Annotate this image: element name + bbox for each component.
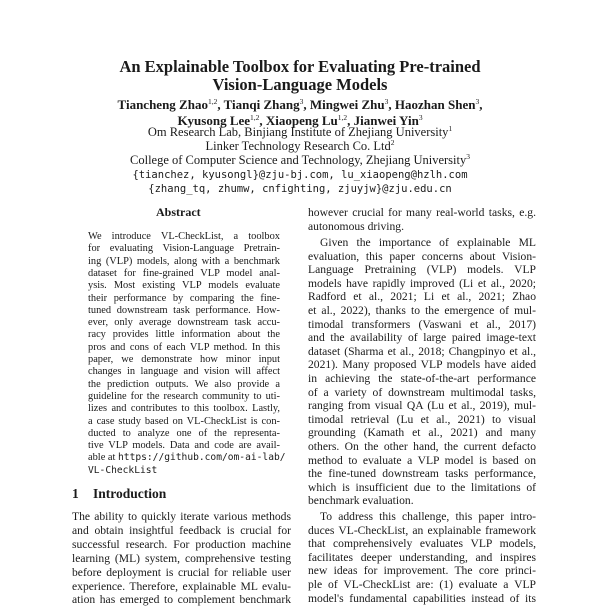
section-number: 1 (72, 486, 79, 501)
body-line: Radford et al., 2021; Li et al., 2021; Zhao (308, 290, 536, 304)
abstract-line: ever, only average downstream task accu- (88, 317, 280, 329)
author-affiliation-mark: 3 (475, 97, 480, 106)
author-name: Mingwei Zhu (309, 97, 385, 112)
body-line: ple of VL-CheckList are: (1) evaluate a VLP (308, 578, 536, 591)
author-name: Kyusong Lee (177, 113, 251, 128)
body-line: dataset (Sharma et al., 2018; Changpinyo et al., (308, 344, 536, 358)
abstract-line: their performance by comparing the fine- (88, 292, 280, 304)
body-line: et al., 2022), thanks to the emergence of mul- (308, 304, 536, 317)
body-line: method to evaluate a VLP model is based on (308, 453, 536, 467)
paper-title-line-1: An Explainable Toolbox for Evaluating Pre-trained (119, 57, 481, 76)
body-line: of a variety of downstream multimodal tasks, (308, 385, 536, 399)
body-line: however crucial for many real-world tasks, e.g. (308, 206, 536, 219)
section-title: Introduction (93, 486, 167, 501)
body-line: evaluation, this paper concerns about Vision- (308, 249, 536, 263)
intro-line: and obtain insightful feedback is crucial for (72, 523, 291, 537)
author-affiliation-mark: 3 (299, 97, 304, 106)
body-line: To address this challenge, this paper intro- (320, 510, 536, 523)
intro-line: before deployment is crucial for reliable user (72, 565, 291, 579)
body-line: Language Pretraining (VLP) models. VLP (308, 263, 536, 277)
author-separator: , (388, 97, 392, 112)
author-affiliation-mark: 1,2 (337, 113, 348, 122)
body-line: duces VL-CheckList, an explainable framework (308, 523, 536, 537)
affiliation-mark: 3 (466, 152, 470, 161)
abstract-line: ducted to analyze one of the representa- (88, 427, 280, 439)
author-affiliation-mark: 1,2 (207, 97, 218, 106)
abstract-line: tuned downstream task performance. How- (88, 304, 280, 316)
abstract-line: for evaluating Vision-Language Pretrain- (88, 243, 280, 255)
abstract-line: dataset for fine-grained VLP model anal- (88, 267, 280, 279)
author-affiliation-mark: 3 (384, 97, 389, 106)
author-separator: , (347, 113, 351, 128)
author-name: Xiaopeng Lu (265, 113, 338, 128)
affiliation-mark: 1 (448, 124, 453, 133)
author-name: Tianqi Zhang (223, 97, 300, 112)
author-affiliation-mark: 1,2 (250, 113, 260, 122)
abstract-line: racy provides little information about the (88, 329, 280, 341)
abstract-line: ysis. Most existing VLP models evaluate (88, 280, 280, 292)
body-line: model's fundamental capabilities instead of its (308, 591, 536, 605)
affiliation-text: Om Research Lab, Binjiang Institute of Zhejiang University (147, 125, 449, 139)
affiliation-2 (0, 139, 600, 153)
body-line: ranging from visual QA (Lu et al., 2019), mul- (308, 399, 536, 413)
abstract-line: the prediction outputs. We also provide a (88, 378, 280, 390)
body-line: in achieving the state-of-the-art performance (308, 372, 536, 385)
abstract-line: lizes and contributes to this toolbox. Lastly, (88, 403, 280, 415)
abstract-text: able at (88, 452, 116, 464)
abstract-line: tive VLP models. Data and code are avail- (88, 440, 280, 452)
body-line: others. On the other hand, the current defacto (308, 440, 536, 453)
abstract-line (88, 452, 286, 464)
paper-title-line-2: Vision-Language Models (212, 75, 388, 94)
author-line-1 (0, 97, 600, 112)
abstract-line: changes in language and vision will affect (88, 366, 280, 378)
author-name: Jianwei Yin (353, 113, 419, 128)
intro-line: experience. Therefore, explainable ML evalu- (72, 579, 291, 593)
abstract-heading: Abstract (156, 205, 201, 219)
intro-line: ation has emerged to complement benchmark (72, 593, 291, 606)
affiliation-mark: 2 (390, 138, 395, 147)
body-line: which is insufficient due to the limitations of (308, 480, 536, 494)
abstract-line: ing (VLP) models, along with a benchmark (88, 255, 280, 267)
author-separator: , (479, 97, 483, 112)
code-link-continued[interactable]: VL-CheckList (88, 464, 158, 476)
abstract-line: a case study based on VL-CheckList is con- (88, 415, 280, 427)
author-separator: , (217, 97, 221, 112)
body-line: facilitates deeper understanding, and inspires (308, 550, 536, 564)
body-line: autonomous driving. (308, 220, 404, 233)
affiliation-text: College of Computer Science and Technology, Zhejiang University (130, 153, 467, 167)
author-name: Tiancheng Zhao (117, 97, 208, 112)
intro-line: learning (ML) system, comprehensive testing (72, 551, 291, 565)
intro-line: successful research. For production machine (72, 537, 291, 551)
email-line-1: {tianchez, kyusongl}@zju-bj.com, lu_xiaopeng@hzlh.com (132, 169, 468, 181)
body-line: that comprehensively evaluates VLP models, (308, 537, 536, 551)
body-line: the fine-tuned downstream tasks performance, (308, 467, 536, 481)
author-name: Haozhan Shen (394, 97, 476, 112)
code-link[interactable]: https://github.com/om-ai-lab/ (118, 452, 286, 464)
body-line: timodal retrieval (Lu et al., 2021) to visual (308, 412, 536, 426)
affiliation-text: Linker Technology Research Co. Ltd (205, 139, 391, 153)
body-line: new ideas for improvement. The core princi- (308, 564, 536, 578)
intro-line: The ability to quickly iterate various methods (72, 510, 291, 523)
body-line: 2021). Many proposed VLP models have aided (308, 358, 536, 372)
body-line: models have rapidly improved (Li et al., 2020; (308, 276, 536, 290)
body-line: timodal transformers (Vaswani et al., 2017) (308, 317, 536, 331)
affiliation-3 (0, 153, 600, 167)
body-line: benchmark evaluation. (308, 494, 414, 508)
abstract-line: We introduce VL-CheckList, a toolbox (88, 231, 280, 242)
author-separator: , (303, 97, 307, 112)
body-line: and the availability of large paired image-text (308, 331, 536, 345)
abstract-line: pros and cons of each VLP method. In this (88, 341, 280, 353)
author-affiliation-mark: 3 (418, 113, 423, 122)
abstract-line: paper, we demonstrate how minor input (88, 354, 280, 365)
affiliation-1 (0, 125, 600, 139)
body-line: Given the importance of explainable ML (320, 236, 536, 249)
author-separator: , (259, 113, 263, 128)
email-line-2: {zhang_tq, zhumw, cnfighting, zjuyjw}@zju.edu.cn (148, 183, 452, 195)
body-line: grounding (Kamath et al., 2021) and many (308, 426, 536, 440)
abstract-line: guideline for the research community to uti- (88, 390, 280, 402)
